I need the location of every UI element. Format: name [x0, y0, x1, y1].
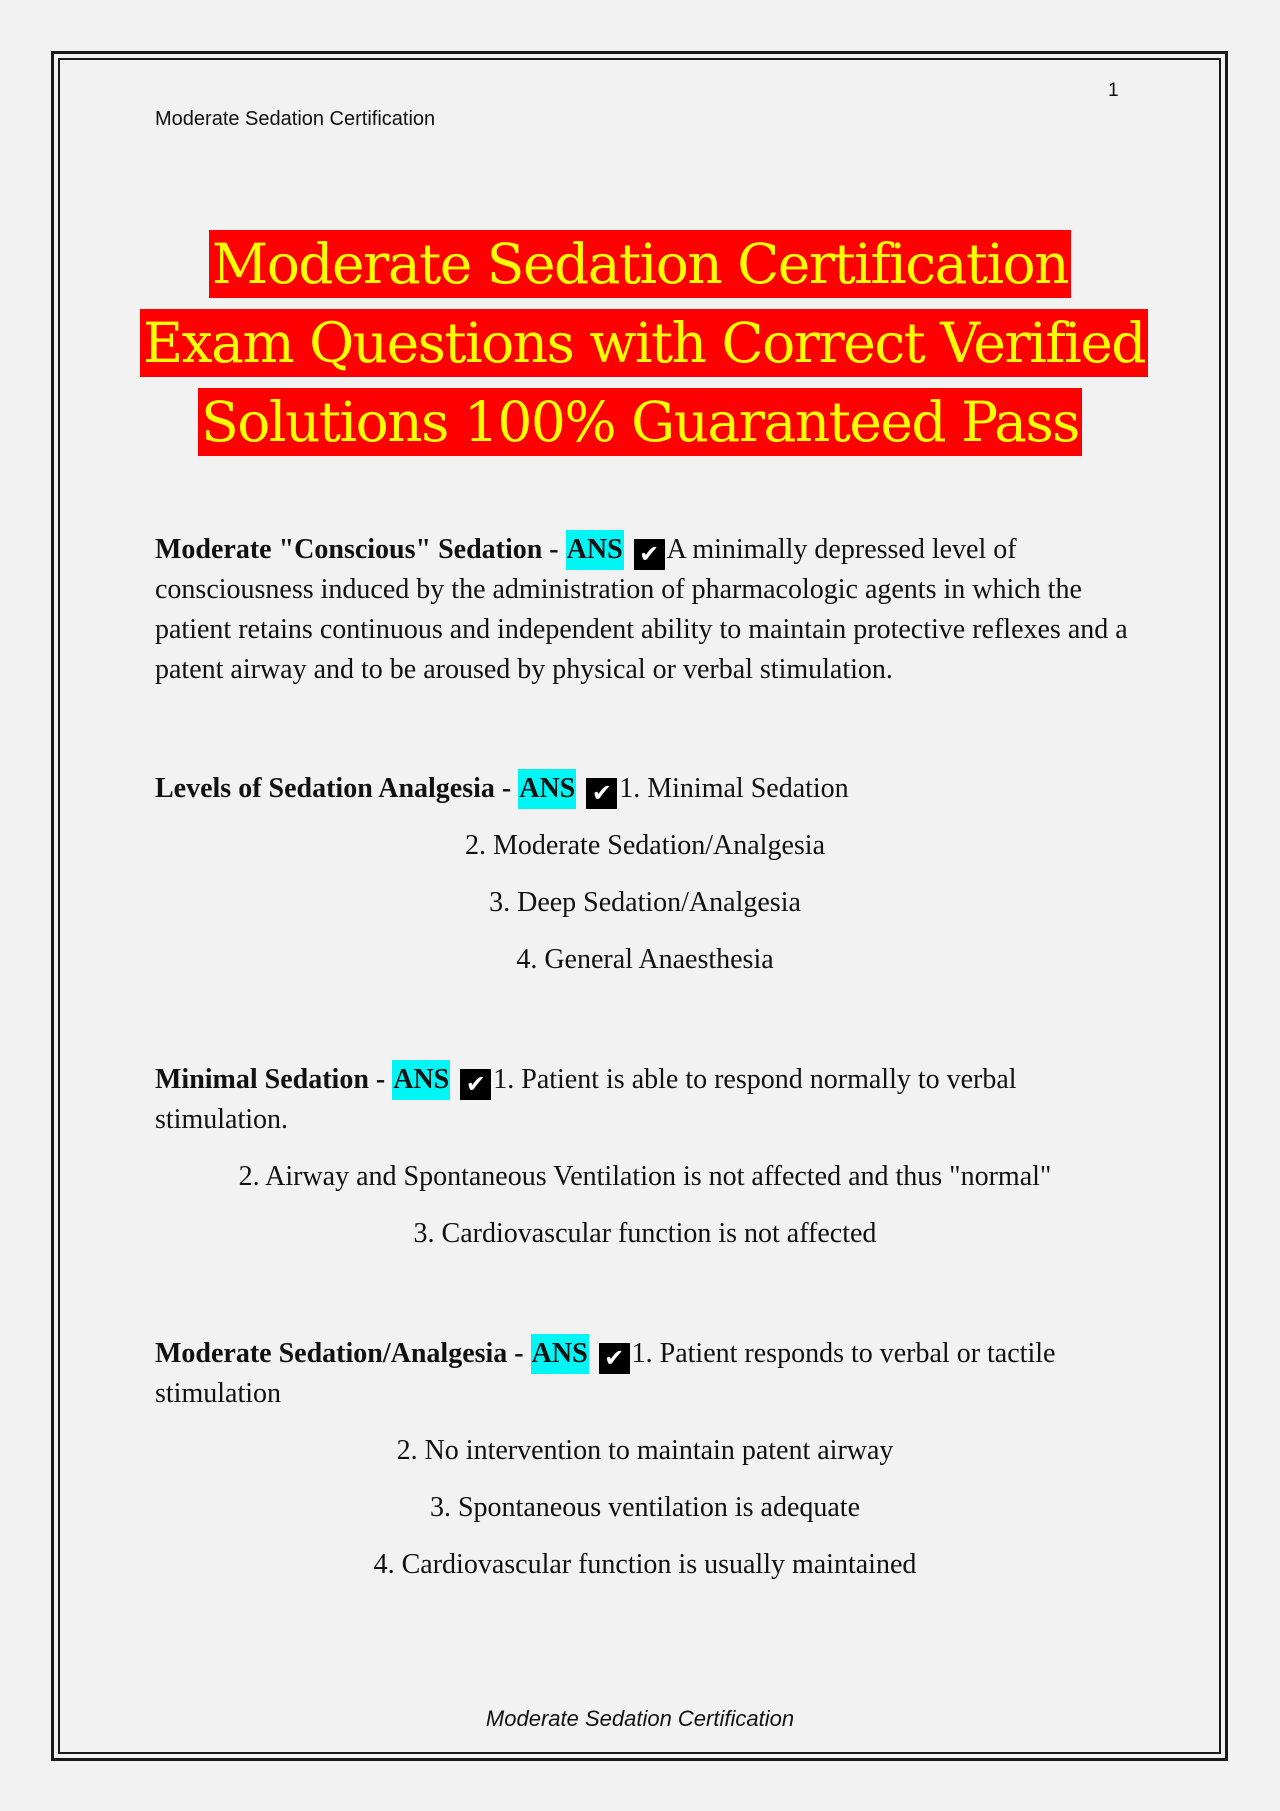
qa-item-minimal-sedation	[155, 1060, 1135, 1254]
title-line-3: Solutions 100% Guaranteed Pass	[198, 388, 1082, 456]
ans-label: ANS	[566, 530, 624, 570]
ans-label: ANS	[392, 1060, 450, 1100]
checkmark-icon: ✔	[460, 1069, 491, 1100]
ans-label: ANS	[518, 769, 576, 809]
checkmark-icon: ✔	[599, 1343, 630, 1374]
title-line-1: Moderate Sedation Certification	[209, 230, 1071, 298]
qa-item-moderate-sedation-analgesia	[155, 1334, 1135, 1585]
question-text: Minimal Sedation -	[155, 1064, 393, 1095]
document-title	[140, 230, 1146, 467]
running-header: Moderate Sedation Certification	[155, 108, 436, 130]
answer-line: 3. Spontaneous ventilation is adequate	[429, 1492, 861, 1523]
question-text: Moderate Sedation/Analgesia -	[155, 1338, 531, 1369]
answer-text: 1. Patient responds to verbal or tactile stimulation	[155, 1338, 1056, 1409]
checkmark-icon: ✔	[586, 778, 617, 809]
title-line-2: Exam Questions with Correct Verified	[140, 309, 1148, 377]
answer-text: 1. Patient is able to respond normally to verbal stimulation.	[155, 1064, 1017, 1135]
answer-line: 3. Cardiovascular function is not affected	[413, 1218, 877, 1249]
qa-item-levels-of-sedation	[155, 769, 1135, 980]
qa-item-conscious-sedation	[155, 530, 1135, 690]
answer-line: 4. Cardiovascular function is usually maintained	[373, 1549, 917, 1580]
answer-line: 2. Airway and Spontaneous Ventilation is not affected and thus "normal"	[238, 1161, 1052, 1192]
question-text: Levels of Sedation Analgesia -	[155, 773, 519, 804]
page-number: 1	[1108, 80, 1119, 101]
running-footer: Moderate Sedation Certification	[485, 1706, 795, 1731]
answer-line: 2. No intervention to maintain patent airway	[396, 1435, 894, 1466]
checkmark-icon: ✔	[634, 539, 665, 570]
answer-text: 1. Minimal Sedation	[619, 773, 849, 804]
answer-line: 3. Deep Sedation/Analgesia	[489, 887, 801, 918]
answer-line: 2. Moderate Sedation/Analgesia	[464, 830, 825, 861]
answer-line: 4. General Anaesthesia	[516, 944, 774, 975]
question-text: Moderate "Conscious" Sedation -	[155, 534, 566, 565]
ans-label: ANS	[531, 1334, 589, 1374]
answer-text: A minimally depressed level of consciousness induced by the administration of pharmacologic agents in which the patient retains continuous and independent ability to maintain protective reflexes and a patent airway and to be aroused by physical or verbal stimulation.	[155, 534, 1128, 685]
